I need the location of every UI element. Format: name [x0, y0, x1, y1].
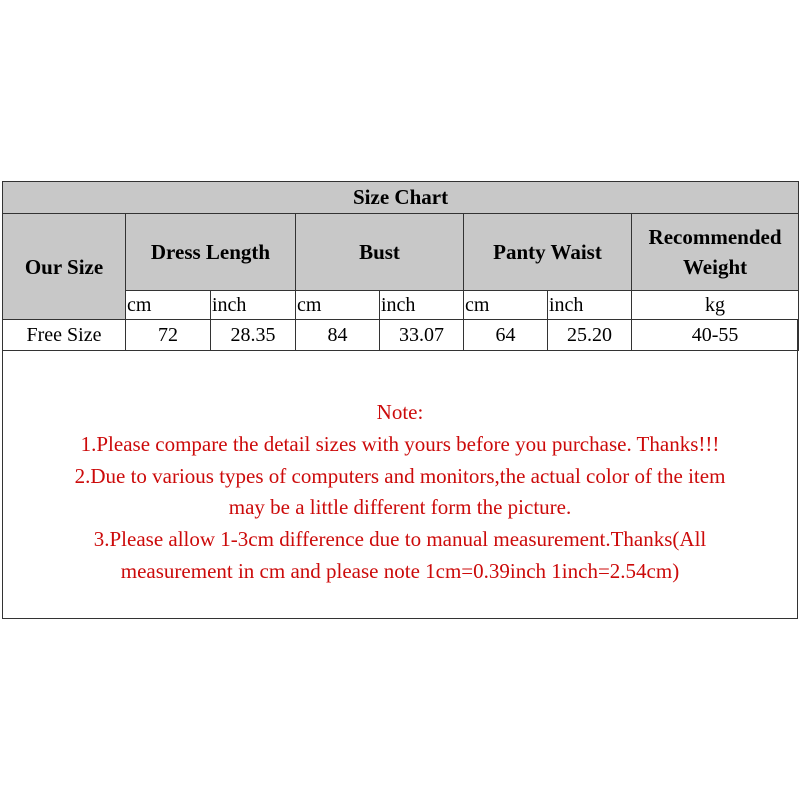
- notes-heading: Note:: [376, 400, 424, 424]
- note-line: measurement in cm and please note 1cm=0.39inch 1inch=2.54cm): [120, 558, 680, 583]
- header-recommended-weight-line1: Recommended: [648, 225, 782, 249]
- unit-cell: cm: [296, 291, 380, 320]
- note-line: 1.Please compare the detail sizes with yours before you purchase. Thanks!!!: [80, 431, 720, 456]
- note-line: may be a little different form the picture.: [228, 495, 572, 520]
- value-cell: 64: [464, 320, 548, 351]
- unit-cell: cm: [126, 291, 211, 320]
- table-row: [3, 320, 799, 351]
- header-our-size: Our Size: [3, 214, 126, 320]
- title-row: [3, 182, 799, 214]
- unit-cell: kg: [632, 291, 799, 320]
- header-row: [3, 214, 799, 291]
- size-chart-panel: [2, 181, 798, 619]
- note-line: 2.Due to various types of computers and monitors,the actual color of the item: [74, 463, 726, 488]
- header-recommended-weight: [632, 214, 799, 291]
- size-chart-table: [2, 181, 799, 351]
- header-bust: Bust: [296, 214, 464, 291]
- header-dress-length: Dress Length: [126, 214, 296, 291]
- chart-title: Size Chart: [3, 182, 799, 214]
- value-cell: 33.07: [380, 320, 464, 351]
- unit-cell: inch: [211, 291, 296, 320]
- unit-cell: inch: [380, 291, 464, 320]
- header-panty-waist: Panty Waist: [464, 214, 632, 291]
- value-cell: 84: [296, 320, 380, 351]
- header-recommended-weight-line2: Weight: [682, 255, 748, 279]
- note-line: 3.Please allow 1-3cm difference due to manual measurement.Thanks(All: [93, 527, 707, 552]
- notes-section: [3, 397, 797, 588]
- value-cell: 40-55: [632, 320, 799, 351]
- size-cell: Free Size: [3, 320, 126, 351]
- value-cell: 25.20: [548, 320, 632, 351]
- value-cell: 28.35: [211, 320, 296, 351]
- unit-cell: cm: [464, 291, 548, 320]
- unit-cell: inch: [548, 291, 632, 320]
- value-cell: 72: [126, 320, 211, 351]
